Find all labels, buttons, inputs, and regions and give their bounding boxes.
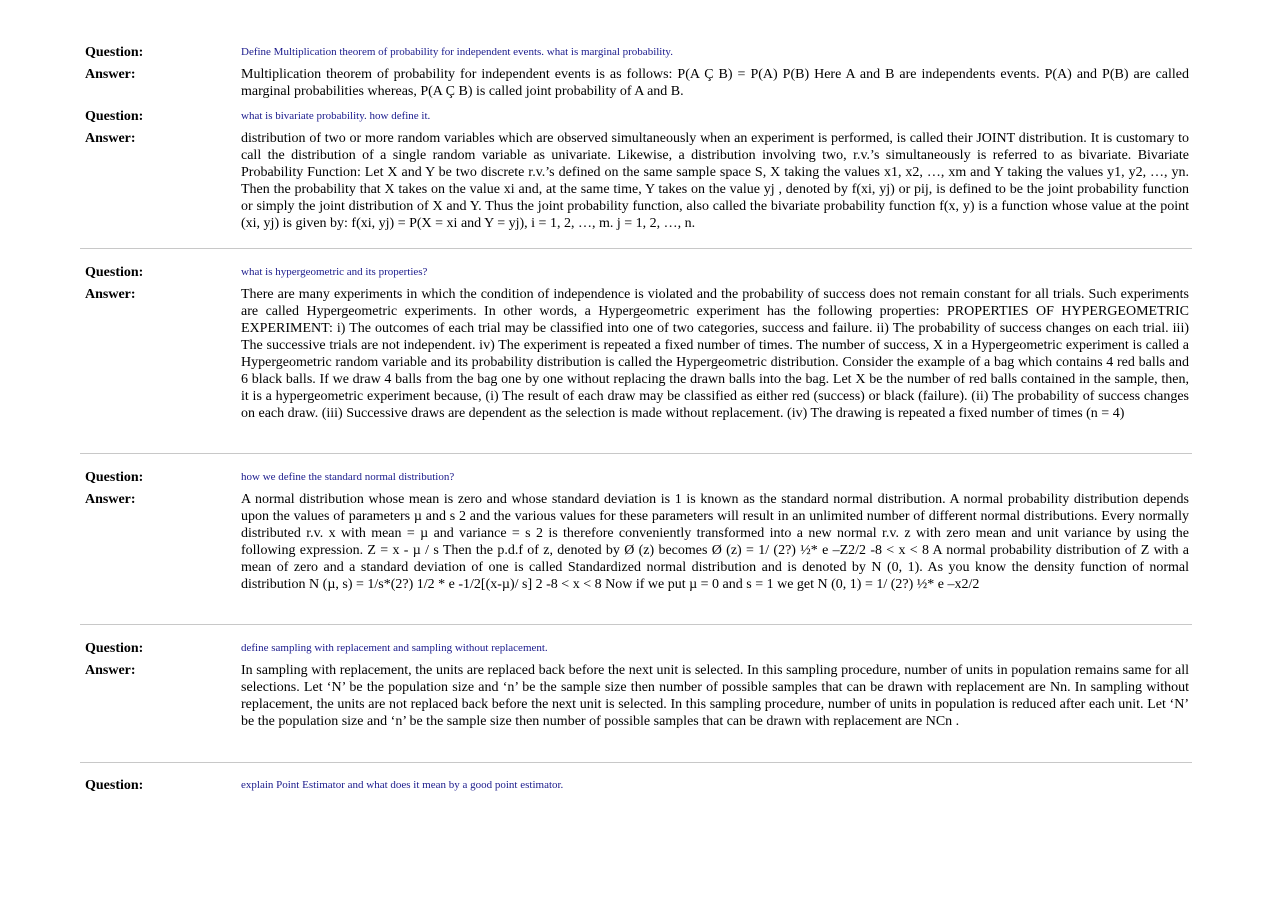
question-row	[80, 640, 1192, 662]
answer-row	[80, 66, 1192, 108]
answer-row	[80, 130, 1192, 232]
question-label: Question:	[85, 778, 144, 793]
question-label: Question:	[85, 470, 144, 485]
question-label: Question:	[85, 45, 144, 60]
answer-label: Answer:	[85, 67, 136, 82]
answer-text: In sampling with replacement, the units are replaced back before the next unit is selected. In this sampling procedure, number of units in population remains same for all selections. Let ‘N’ be the population size and ‘n’ be the sample size then number of possible samples that can be drawn with replacement are Nn. In sampling without replacement, the units are not replaced back before the next unit is selected. In this sampling procedure, number of units in population is reduced after each unit. Let ‘N’ be the population size and ‘n’ be the sample size then number of possible samples that can be drawn with replacement are NCn .	[241, 663, 1189, 729]
answer-label: Answer:	[85, 287, 136, 302]
qa-group-5	[80, 777, 1192, 799]
answer-label: Answer:	[85, 663, 136, 678]
section-divider	[80, 248, 1192, 249]
qa-group-4	[80, 640, 1192, 730]
question-text: Define Multiplication theorem of probability for independent events. what is marginal probability.	[241, 46, 673, 58]
qa-group-2	[80, 264, 1192, 422]
question-row	[80, 264, 1192, 286]
answer-row	[80, 662, 1192, 730]
question-label: Question:	[85, 265, 144, 280]
answer-text: A normal distribution whose mean is zero and whose standard deviation is 1 is known as the standard normal distribution. A normal probability distribution depends upon the values of parameters µ and s 2 and the various values for these parameters will result in an unlimited number of different normal distributions. Every normally distributed r.v. x with mean = µ and variance = s 2 is therefore conveniently transformed into a new normal r.v. z with zero mean and unit variance by using the following expression. Z = x - µ / s Then the p.d.f of z, denoted by Ø (z) becomes Ø (z) = 1/ (2?) ½* e –Z2/2 -8 < x < 8 A normal probability distribution of Z with a mean of zero and a standard deviation of one is called Standardized normal distribution and is denoted by N (0, 1). As you know the density function of normal distribution N (µ, s) = 1/s*(2?) 1/2 * e -1/2[(x-µ)/ s] 2 -8 < x < 8 Now if we put µ = 0 and s = 1 we get N (0, 1) = 1/ (2?) ½* e –x2/2	[241, 492, 1189, 592]
question-row	[80, 777, 1192, 799]
question-text: define sampling with replacement and sampling without replacement.	[241, 642, 548, 654]
question-text: what is hypergeometric and its properties?	[241, 266, 428, 278]
section-divider	[80, 453, 1192, 454]
answer-label: Answer:	[85, 131, 136, 146]
answer-label: Answer:	[85, 492, 136, 507]
question-row	[80, 44, 1192, 66]
section-divider	[80, 762, 1192, 763]
answer-text: Multiplication theorem of probability for independent events is as follows: P(A Ç B) = P(A) P(B) Here A and B are independents events. P(A) and P(B) are called marginal probabilities whereas, P(A Ç B) is called joint probability of A and B.	[241, 67, 1189, 99]
answer-row	[80, 491, 1192, 593]
question-label: Question:	[85, 109, 144, 124]
qa-group-1	[80, 44, 1192, 232]
question-text: how we define the standard normal distribution?	[241, 471, 455, 483]
answer-text: There are many experiments in which the condition of independence is violated and the probability of success does not remain constant for all trials. Such experiments are called Hypergeometric experiments. In other words, a Hypergeometric experiment has the following properties: PROPERTIES OF HYPERGEOMETRIC EXPERIMENT: i) The outcomes of each trial may be classified into one of two categories, success and failure. ii) The probability of success changes on each trial. iii) The successive trials are not independent. iv) The experiment is repeated a fixed number of times. The number of success, X in a Hypergeometric experiment is called a Hypergeometric random variable and its probability distribution is called the Hypergeometric distribution. Consider the example of a bag which contains 4 red balls and 6 black balls. If we draw 4 balls from the bag one by one without replacing the drawn balls into the bag. Let X be the number of red balls contained in the sample, then, it is a hypergeometric experiment because, (i) The result of each draw may be classified as either red (success) or black (failure). (ii) The probability of success changes on each draw. (iii) Successive draws are dependent as the selection is made without replacement. (iv) The drawing is repeated a fixed number of times (n = 4)	[241, 287, 1189, 421]
section-divider	[80, 624, 1192, 625]
question-text: what is bivariate probability. how define it.	[241, 110, 431, 122]
question-label: Question:	[85, 641, 144, 656]
qa-group-3	[80, 469, 1192, 593]
answer-row	[80, 286, 1192, 422]
question-text: explain Point Estimator and what does it mean by a good point estimator.	[241, 779, 564, 791]
answer-text: distribution of two or more random variables which are observed simultaneously when an experiment is performed, is called their JOINT distribution. It is customary to call the distribution of a single random variable as univariate. Likewise, a distribution involving two, r.v.’s simultaneously is referred to as bivariate. Bivariate Probability Function: Let X and Y be two discrete r.v.’s defined on the same sample space S, X taking the values x1, x2, …, xm and Y taking the values y1, y2, …, yn. Then the probability that X takes on the value xi and, at the same time, Y takes on the value yj , denoted by f(xi, yj) or pij, is defined to be the joint probability function or simply the joint distribution of X and Y. Thus the joint probability function, also called the bivariate probability function f(x, y) is a function whose value at the point (xi, yj) is given by: f(xi, yj) = P(X = xi and Y = yj), i = 1, 2, …, m. j = 1, 2, …, n.	[241, 131, 1189, 231]
question-row	[80, 108, 1192, 130]
question-row	[80, 469, 1192, 491]
